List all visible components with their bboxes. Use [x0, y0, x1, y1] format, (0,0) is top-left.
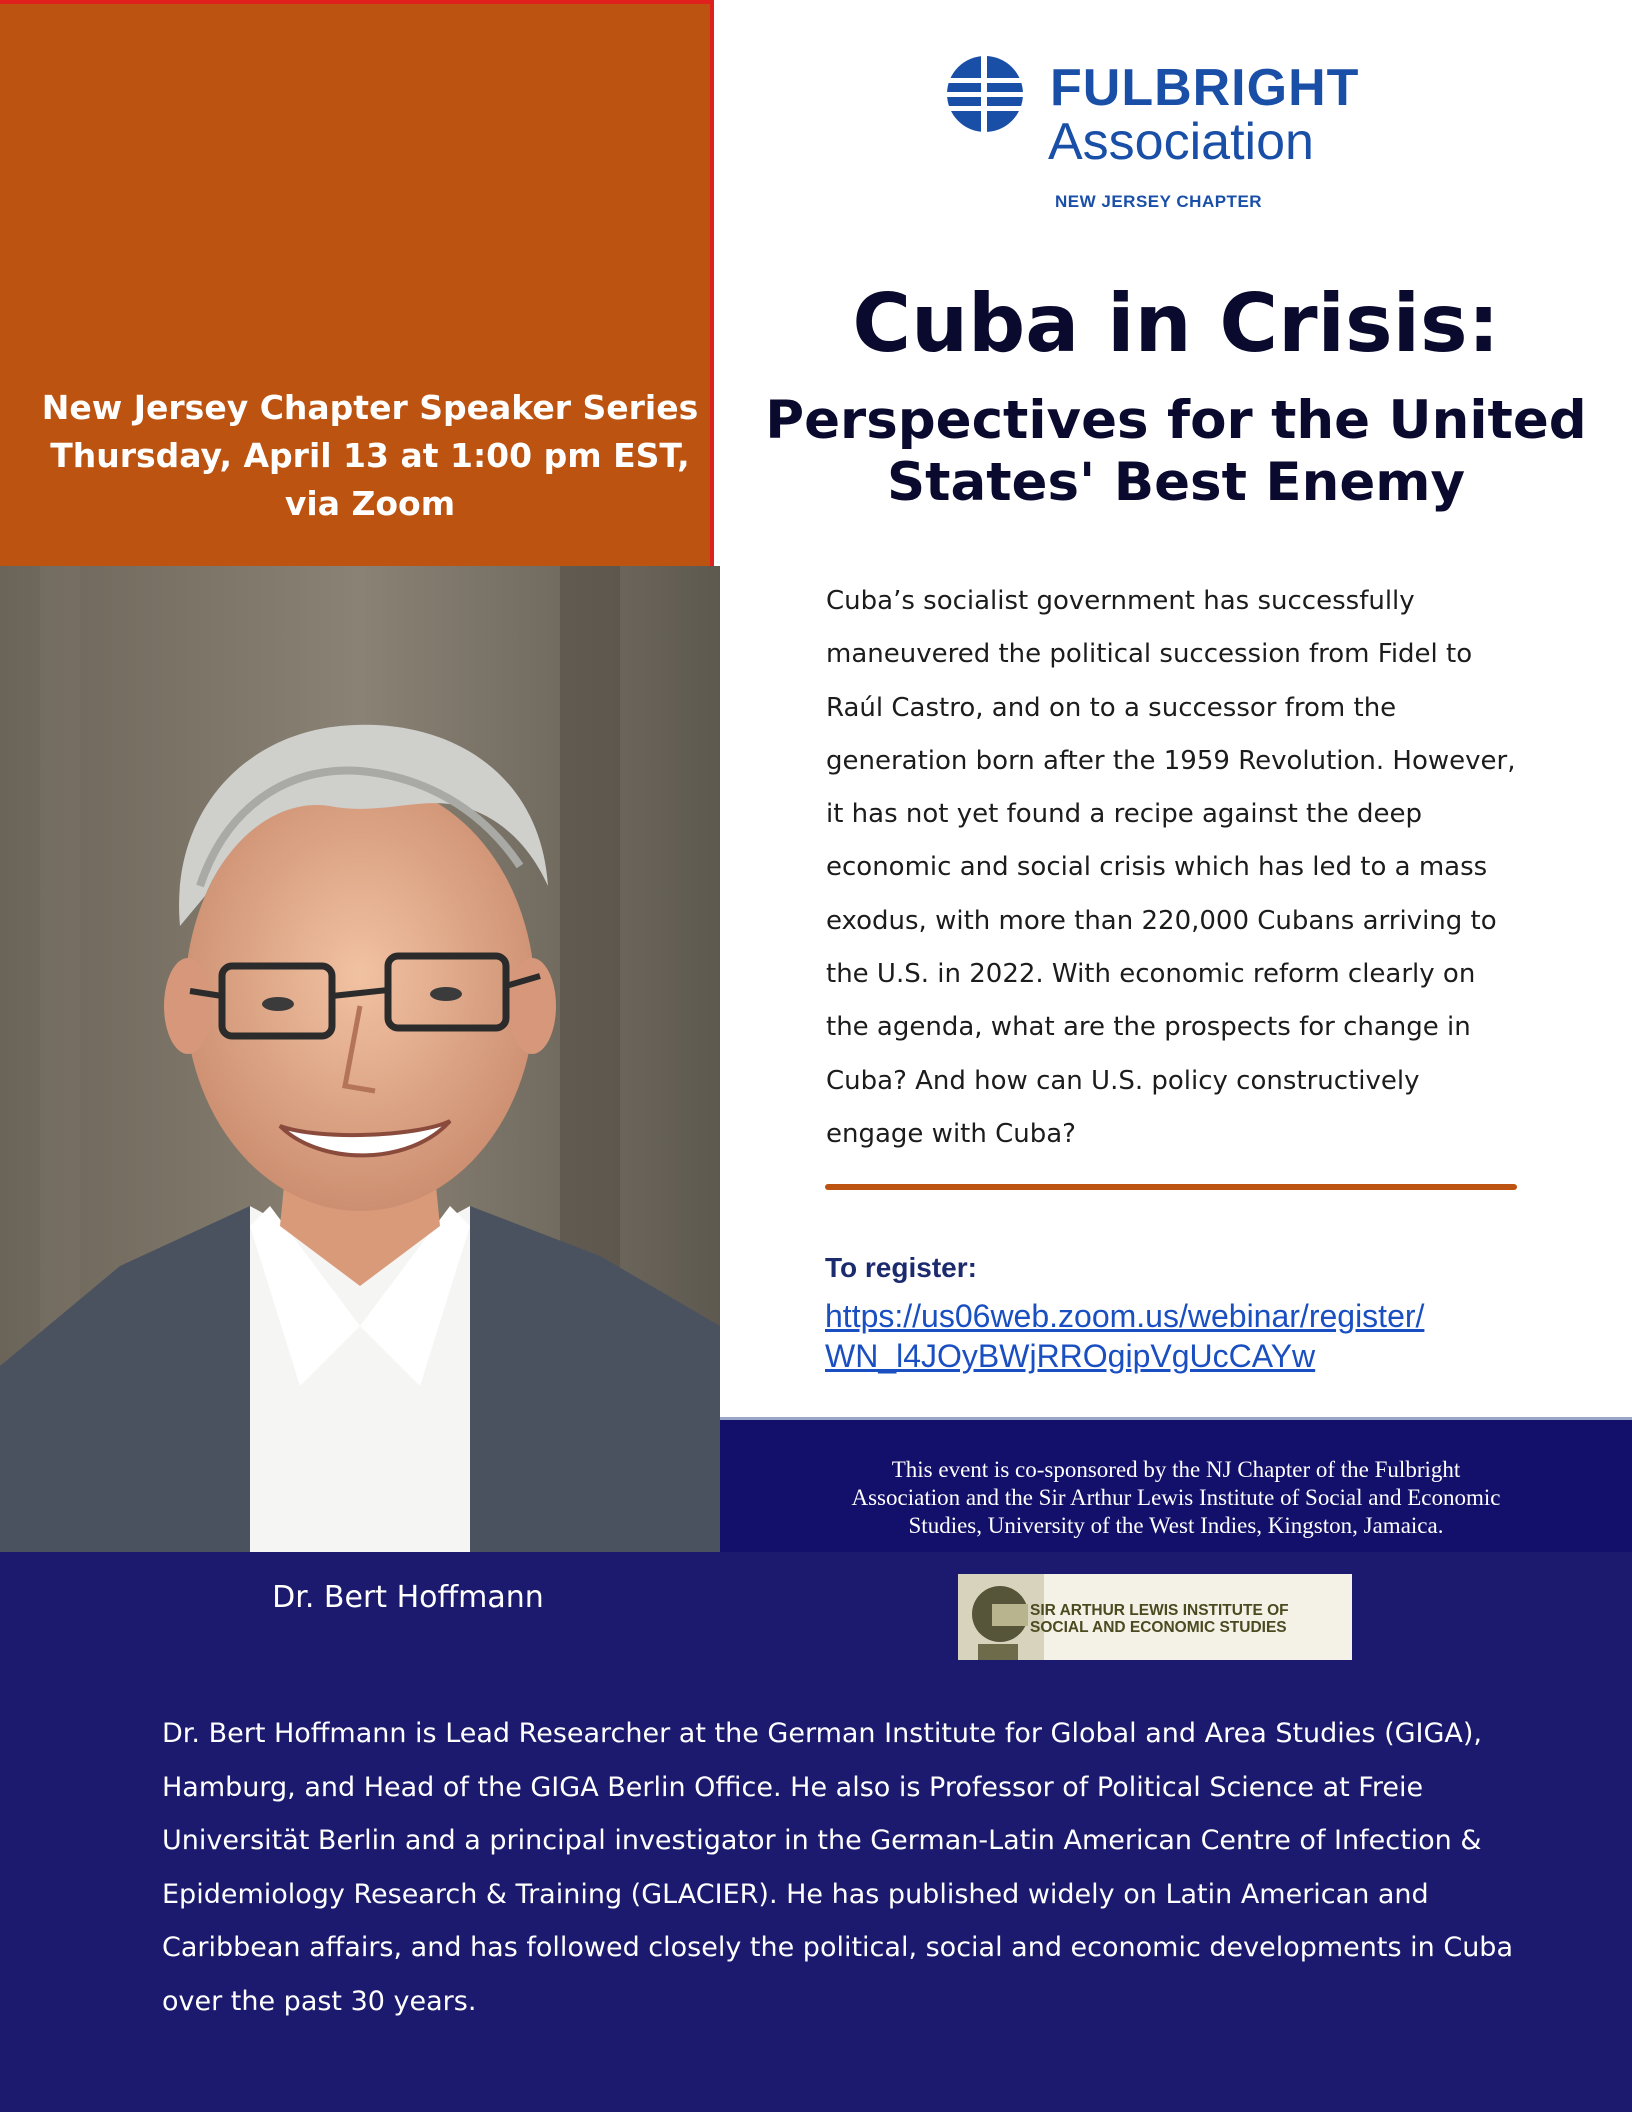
bio-line: over the past 30 years. [162, 1985, 477, 2017]
logo-chapter: NEW JERSEY CHAPTER [1055, 192, 1263, 211]
speaker-name-caption: Dr. Bert Hoffmann [272, 1580, 544, 1615]
description-line: engage with Cuba? [826, 1118, 1076, 1149]
fulbright-globe-icon [945, 54, 1025, 134]
cosponsor-line: This event is co-sponsored by the NJ Chapter of the Fulbright [891, 1457, 1461, 1482]
event-description [826, 575, 1546, 1161]
description-line: Raúl Castro, and on to a successor from the [826, 692, 1397, 723]
salises-logo [958, 1574, 1352, 1660]
series-name: New Jersey Chapter Speaker Series [41, 388, 699, 427]
salises-line: SIR ARTHUR LEWIS INSTITUTE OF [1030, 1602, 1289, 1619]
cosponsor-line: Association and the Sir Arthur Lewis Institute of Social and Economic [851, 1485, 1501, 1510]
salises-line: SOCIAL AND ECONOMIC STUDIES [1030, 1619, 1287, 1636]
event-venue: via Zoom [284, 484, 456, 523]
event-subtitle [720, 390, 1632, 514]
description-line: Cuba’s socialist government has successfully [826, 586, 1415, 616]
bio-line: Hamburg, and Head of the GIGA Berlin Office. He also is Professor of Political Science at Freie [162, 1771, 1424, 1803]
description-line: economic and social crisis which has led to a mass [826, 852, 1488, 883]
subtitle-line: States' Best Enemy [886, 452, 1466, 513]
bio-line: Universität Berlin and a principal investigator in the German-Latin American Centre of Infection & [162, 1825, 1482, 1857]
speaker-bio [162, 1707, 1542, 2029]
register-link[interactable] [825, 1296, 1424, 1376]
event-title: Cuba in Crisis: [852, 277, 1500, 370]
bio-line: Epidemiology Research & Training (GLACIER). He has published widely on Latin American and [162, 1878, 1429, 1910]
description-line: generation born after the 1959 Revolution. However, [826, 745, 1516, 776]
logo-org-name: FULBRIGHT [1050, 59, 1360, 117]
logo-org-type: Association [1048, 113, 1314, 171]
description-line: maneuvered the political succession from Fidel to [826, 639, 1473, 670]
speaker-series-info [0, 384, 740, 528]
cosponsor-statement [740, 1456, 1612, 1540]
speaker-photo [0, 566, 720, 1552]
register-link-line[interactable]: WN_l4JOyBWjRROgipVgUcCAYw [825, 1338, 1316, 1374]
description-line: the U.S. in 2022. With economic reform clearly on [826, 959, 1476, 990]
register-link-line[interactable]: https://us06web.zoom.us/webinar/register/ [825, 1298, 1425, 1334]
cosponsor-line: Studies, University of the West Indies, Kingston, Jamaica. [908, 1513, 1444, 1538]
bio-line: Caribbean affairs, and has followed closely the political, social and economic developments in Cuba [162, 1932, 1513, 1964]
description-line: exodus, with more than 220,000 Cubans arriving to [826, 905, 1497, 936]
event-date-time: Thursday, April 13 at 1:00 pm EST, [50, 436, 690, 475]
description-line: the agenda, what are the prospects for change in [826, 1012, 1471, 1043]
description-line: Cuba? And how can U.S. policy constructively [826, 1065, 1420, 1096]
register-label: To register: [825, 1252, 977, 1283]
divider [825, 1184, 1517, 1190]
description-line: it has not yet found a recipe against the deep [826, 799, 1422, 830]
salises-name [1030, 1602, 1289, 1636]
subtitle-line: Perspectives for the United [765, 390, 1587, 451]
fulbright-logo [945, 54, 1395, 224]
bio-line: Dr. Bert Hoffmann is Lead Researcher at the German Institute for Global and Area Studies (GIGA), [162, 1718, 1482, 1749]
